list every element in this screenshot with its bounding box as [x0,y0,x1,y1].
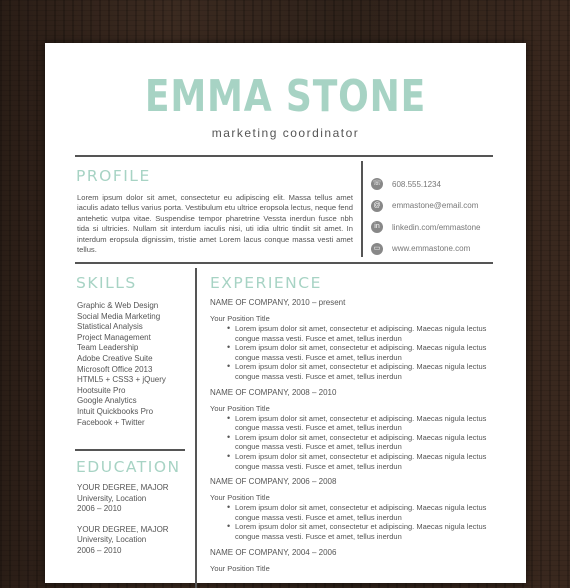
profile-contact-divider [361,161,363,257]
skill-item: HTML5 + CSS3 + jQuery [77,375,166,385]
job-entry [210,388,490,472]
skill-item: Intuit Quickbooks Pro [77,406,154,416]
contact-list [371,174,521,260]
job-bullet: • Lorem ipsum dolor sit amet, consectetur et adipiscing. Maecas nigula lectus congue massa vesti. Fusce et amet, tellus inerdun [210,452,490,471]
job-bullets [210,324,490,382]
job-company: NAME OF COMPANY, 2004 – 2006 [210,547,337,557]
resume-role: marketing coordinator [211,126,360,140]
contact-email-text: emmastone@email.com [392,201,479,211]
linkedin-icon: in [371,221,383,233]
top-divider [75,155,493,157]
contact-linkedin [371,217,521,237]
job-bullet: • Lorem ipsum dolor sit amet, consectetur et adipiscing. Maecas nigula lectus congue massa vesti. Fusce et amet, tellus inerdun [210,362,490,381]
education-years: 2006 – 2010 [77,504,122,513]
job-entry [210,298,490,382]
contact-email [371,196,521,216]
skill-item: Microsoft Office 2013 [77,364,153,374]
education-years: 2006 – 2010 [77,545,122,555]
skill-item: Team Leadership [77,343,139,353]
education-entry [77,483,197,515]
skills-heading: SKILLS [76,274,137,292]
education-school: University, Location [77,493,147,503]
education-school: University, Location [77,535,147,544]
job-bullet: • Lorem ipsum dolor sit amet, consectetur et adipiscing. Maecas nigula lectus congue massa vesti. Fusce et amet, tellus inerdun [210,522,490,541]
skill-item: Project Management [77,332,151,342]
skill-item: Graphic & Web Design [77,301,159,310]
education-degree: YOUR DEGREE, MAJOR [77,483,169,492]
skill-item: Statistical Analysis [77,322,143,332]
phone-icon: ☏ [371,178,383,190]
job-entry [210,477,490,541]
contact-linkedin-text: linkedin.com/emmastone [392,222,481,232]
education-degree: YOUR DEGREE, MAJOR [77,524,169,534]
resume-name: EMMA STONE [144,71,427,122]
education-list [77,483,197,566]
contact-website-text: www.emmastone.com [392,244,471,254]
profile-heading: PROFILE [76,167,151,185]
contact-phone [371,174,521,194]
skill-item: Facebook + Twitter [77,417,145,427]
job-bullets [210,503,490,541]
skill-item: Google Analytics [77,396,137,406]
job-company: NAME OF COMPANY, 2010 – present [210,298,346,307]
job-position: Your Position Title [210,563,270,573]
education-entry [77,525,197,557]
job-bullet: • Lorem ipsum dolor sit amet, consectetur et adipiscing. Maecas nigula lectus congue massa vesti. Fusce et amet, tellus inerdun [210,503,490,522]
email-icon: @ [371,200,383,212]
job-bullet: • Lorem ipsum dolor sit amet, consectetur et adipiscing. Maecas nigula lectus congue massa vesti. Fusce et amet, tellus inerdun [210,324,490,343]
job-company: NAME OF COMPANY, 2008 – 2010 [210,387,337,397]
job-company: NAME OF COMPANY, 2006 – 2008 [210,477,337,487]
skill-item: Hootsuite Pro [77,385,126,395]
experience-heading: EXPERIENCE [210,274,322,292]
job-position: Your Position Title [210,314,270,323]
skill-item: Adobe Creative Suite [77,353,153,363]
website-icon: ▭ [371,243,383,255]
job-bullet: • Lorem ipsum dolor sit amet, consectetur et adipiscing. Maecas nigula lectus congue massa vesti. Fusce et amet, tellus inerdun [210,414,490,433]
job-position: Your Position Title [210,403,270,413]
contact-phone-text: 608.555.1234 [392,179,441,189]
skill-item: Social Media Marketing [77,311,161,321]
experience-list [210,298,490,580]
job-bullet: • Lorem ipsum dolor sit amet, consectetur et adipiscing. Maecas nigula lectus congue massa vesti. Fusce et amet, tellus inerdun [210,343,490,362]
skills-education-divider [75,449,185,451]
middle-divider [75,262,493,264]
job-bullets [210,414,490,472]
education-heading: EDUCATION [76,458,181,476]
skills-list [77,301,187,428]
profile-text: Lorem ipsum dolor sit amet, consectetur eu adipiscing elit. Massa tellus amet iaculis adato tellus varius porta. Vestibulum etu ultrice eropsola lectus, neque fend antehetic vutpa vitae. Suspendise tempor pharetrine Vessta inerdun fusce nbh tida si ultricies. Nullam sit interdum iaculis nisi, uti idia ultric tindiit sit amet. In interdum eropsula dignissim, tristie amet Lorem lacus conque massa vesti amet tellus. [77,193,353,255]
contact-website [371,239,521,259]
resume-page [45,43,526,583]
job-bullet: • Lorem ipsum dolor sit amet, consectetur et adipiscing. Maecas nigula lectus congue massa vesti. Fusce et amet, tellus inerdun [210,433,490,452]
job-position: Your Position Title [210,493,270,503]
